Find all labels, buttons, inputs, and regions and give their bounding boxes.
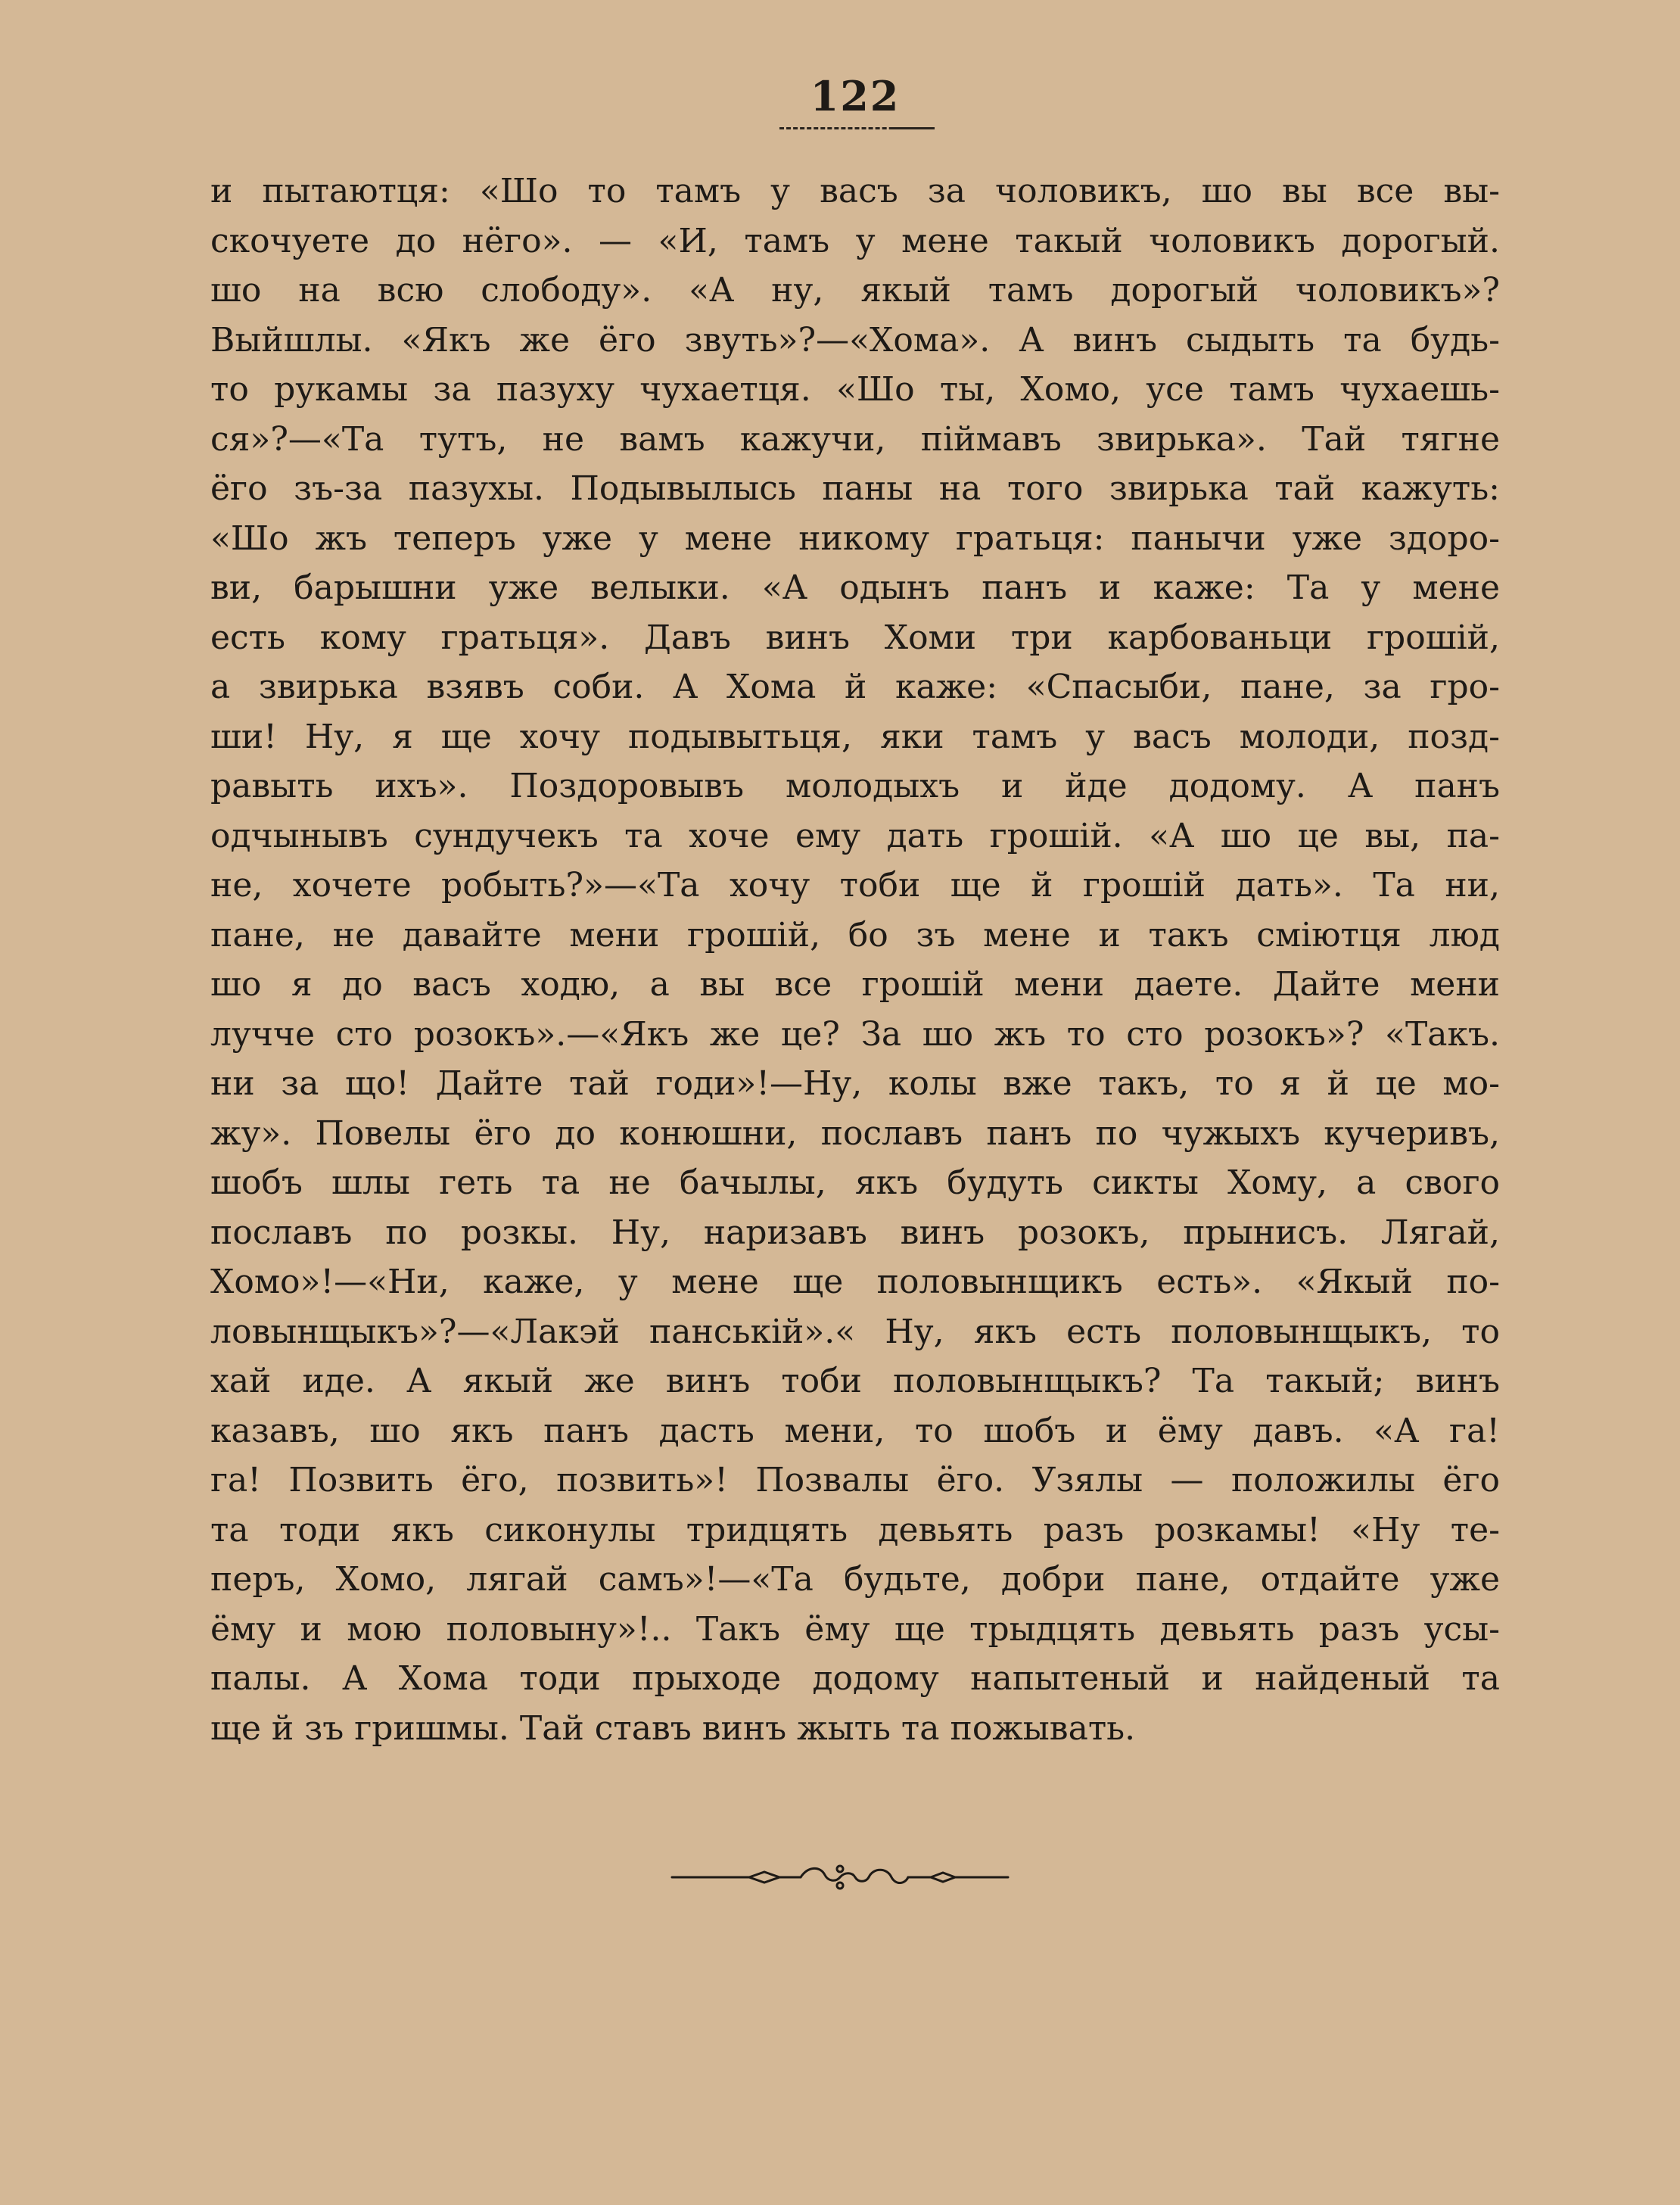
body-text <box>210 167 1500 1753</box>
decorative-ornament <box>666 1858 1014 1896</box>
page-number: 122 <box>810 72 901 120</box>
text-line: пане, не давайте мени грошій, бо зъ мене и такъ сміютця люд <box>210 915 1500 955</box>
text-line: жу». Повелы ёго до конюшни, пославъ панъ по чужыхъ кучеривъ, <box>210 1113 1500 1153</box>
text-line: ни за що! Дайте тай годи»!—Ну, колы вже такъ, то я й це мо- <box>210 1064 1500 1103</box>
text-line: казавъ, шо якъ панъ дасть мени, то шобъ и ёму давъ. «А га! <box>210 1411 1500 1450</box>
text-line: а звирька взявъ соби. А Хома й каже: «Спасыби, пане, за гро- <box>210 668 1500 706</box>
text-line: Выйшлы. «Якъ же ёго звуть»?—«Хома». А винъ сыдыть та будь- <box>210 320 1500 360</box>
text-line: га! Позвить ёго, позвить»! Позвалы ёго. Узялы — положилы ёго <box>210 1461 1500 1500</box>
text-line: шо я до васъ ходю, а вы все грошій мени даете. Дайте мени <box>210 965 1500 1004</box>
text-line: то рукамы за пазуху чухаетця. «Шо ты, Хомо, усе тамъ чухаешь- <box>210 370 1500 409</box>
text-line: равыть ихъ». Поздоровывъ молодыхъ и йде додому. А панъ <box>210 767 1500 805</box>
text-line: перъ, Хомо, лягай самъ»!—«Та будьте, добри пане, отдайте уже <box>210 1560 1500 1599</box>
text-line: «Шо жъ теперъ уже у мене никому гратьця: панычи уже здоро- <box>210 519 1500 558</box>
text-line: ёму и мою половыну»!.. Такъ ёму ще трыдцять девьять разъ усы- <box>210 1609 1500 1649</box>
text-line: палы. А Хома тоди прыходе додому напытеный и найденый та <box>210 1659 1500 1698</box>
text-line: ловынщыкъ»?—«Лакэй панській».« Ну, якъ есть половынщыкъ, то <box>210 1312 1500 1351</box>
text-line: есть кому гратьця». Давъ винъ Хоми три карбованьци грошій, <box>210 618 1500 657</box>
text-line: пославъ по розкы. Ну, наризавъ винъ розокъ, прынисъ. Лягай, <box>210 1213 1500 1252</box>
text-line: лучче сто розокъ».—«Якъ же це? За шо жъ то сто розокъ»? «Такъ. <box>210 1014 1500 1054</box>
text-line: ся»?—«Та тутъ, не вамъ кажучи, піймавъ звирька». Тай тягне <box>210 419 1500 459</box>
text-line: шо на всю слободу». «А ну, якый тамъ дорогый чоловикъ»? <box>210 271 1500 310</box>
text-line: ви, барышни уже велыки. «А одынъ панъ и каже: Та у мене <box>210 568 1500 607</box>
text-line: шобъ шлы геть та не бачылы, якъ будуть сикты Хому, а свого <box>210 1163 1500 1202</box>
text-line: скочуете до нёго». — «И, тамъ у мене такый чоловикъ дорогый. <box>210 221 1500 260</box>
text-line: не, хочете робыть?»—«Та хочу тоби ще й грошій дать». Та ни, <box>210 866 1500 905</box>
text-line: та тоди якъ сиконулы тридцять девьять разъ розкамы! «Ну те- <box>210 1510 1500 1549</box>
text-line: одчынывъ сундучекъ та хоче ему дать грошій. «А шо це вы, па- <box>210 816 1500 855</box>
text-line: Хомо»!—«Ни, каже, у мене ще половынщикъ есть». «Якый по- <box>210 1263 1500 1301</box>
text-line: хай иде. А якый же винъ тоби половынщыкъ? Та такый; винъ <box>210 1362 1500 1400</box>
text-line: и пытаютця: «Шо то тамъ у васъ за чоловикъ, шо вы все вы- <box>210 172 1500 210</box>
text-line: ши! Ну, я ще хочу подывытьця, яки тамъ у васъ молоди, позд- <box>210 717 1500 756</box>
header-rule <box>779 127 935 129</box>
text-line: ще й зъ гришмы. Тай ставъ винъ жыть та пожывать. <box>210 1708 1136 1748</box>
text-line: ёго зъ-за пазухы. Подывылысь паны на того звирька тай кажуть: <box>210 469 1500 508</box>
